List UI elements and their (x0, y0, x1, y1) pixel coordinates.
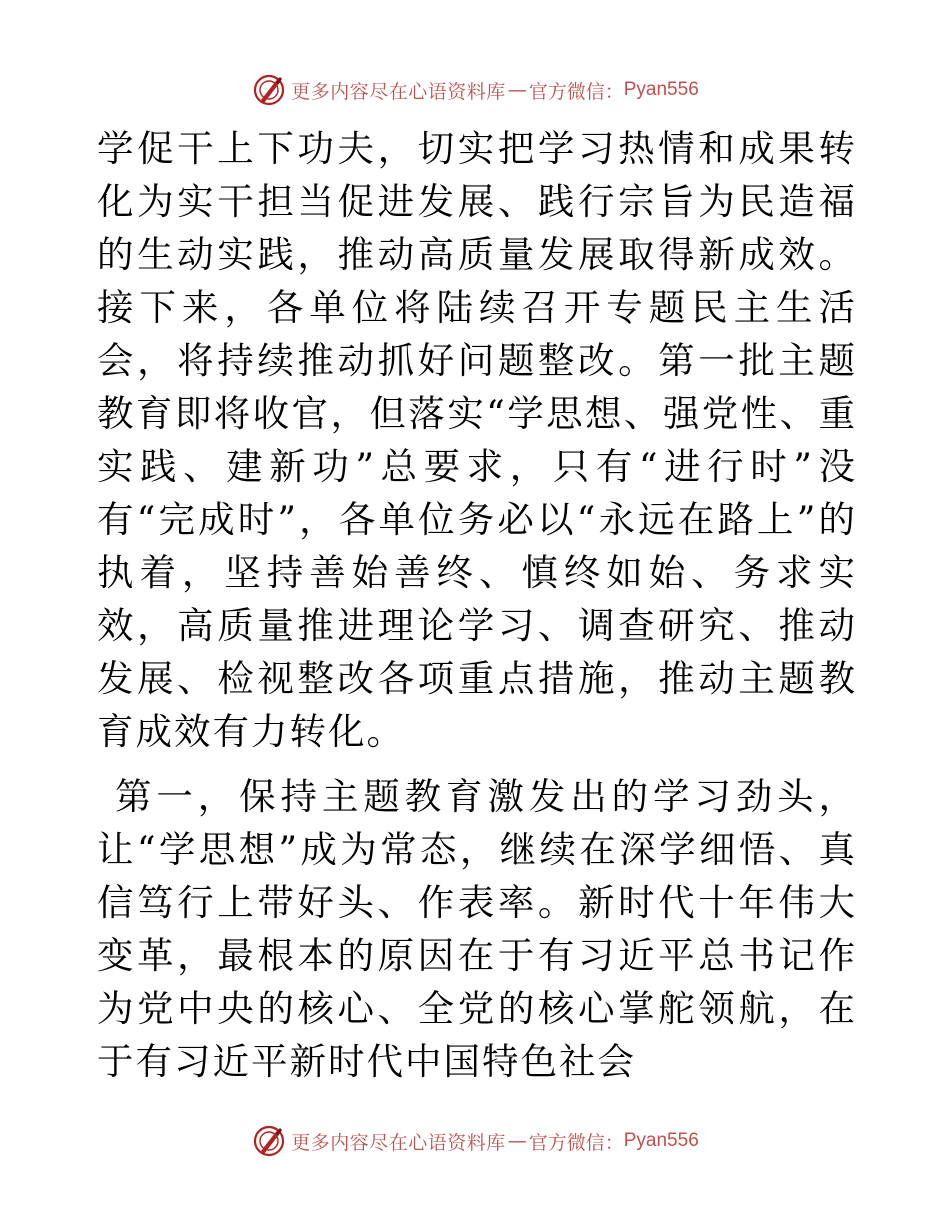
paragraph-continued: 学促干上下功夫，切实把学习热情和成果转化为实干担当促进发展、践行宗旨为民造福的生动实践，推动高质量发展取得新成效。接下来，各单位将陆续召开专题民主生活会，将持续推动抓好问题整改。第一批主题教育即将收官，但落实“学思想、强党性、重实践、建新功”总要求，只有“进行时”没有“完成时”，各单位务必以“永远在路上”的执着，坚持善始善终、慎终如始、务求实效，高质量推进理论学习、调查研究、推动发展、检视整改各项重点措施，推动主题教育成效有力转化。 (97, 127, 857, 753)
pen-logo-icon (251, 72, 287, 108)
watermark-separator: — (507, 79, 527, 101)
watermark-name: 更多内容尽在心语资料库 (291, 1131, 506, 1154)
header-watermark (0, 70, 950, 110)
footer-watermark (0, 1121, 950, 1161)
watermark-wechat-label: 官方微信： (528, 1131, 624, 1154)
paragraph-first-point: 第一，保持主题教育激发出的学习劲头，让“学思想”成为常态，继续在深学细悟、真信笃行上带好头、作表率。新时代十年伟大变革，最根本的原因在于有习近平总书记作为党中央的核心、全党的核心掌舵领航，在于有习近平新时代中国特色社会 (97, 775, 857, 1083)
watermark-separator: — (507, 1130, 527, 1152)
watermark-name: 更多内容尽在心语资料库 (291, 80, 506, 103)
watermark-wechat-label: 官方微信： (528, 80, 624, 103)
watermark-wechat-id: Pyan556 (623, 79, 699, 100)
watermark-wechat-id: Pyan556 (623, 1130, 699, 1151)
pen-logo-icon (251, 1123, 287, 1159)
document-body (97, 122, 857, 1088)
